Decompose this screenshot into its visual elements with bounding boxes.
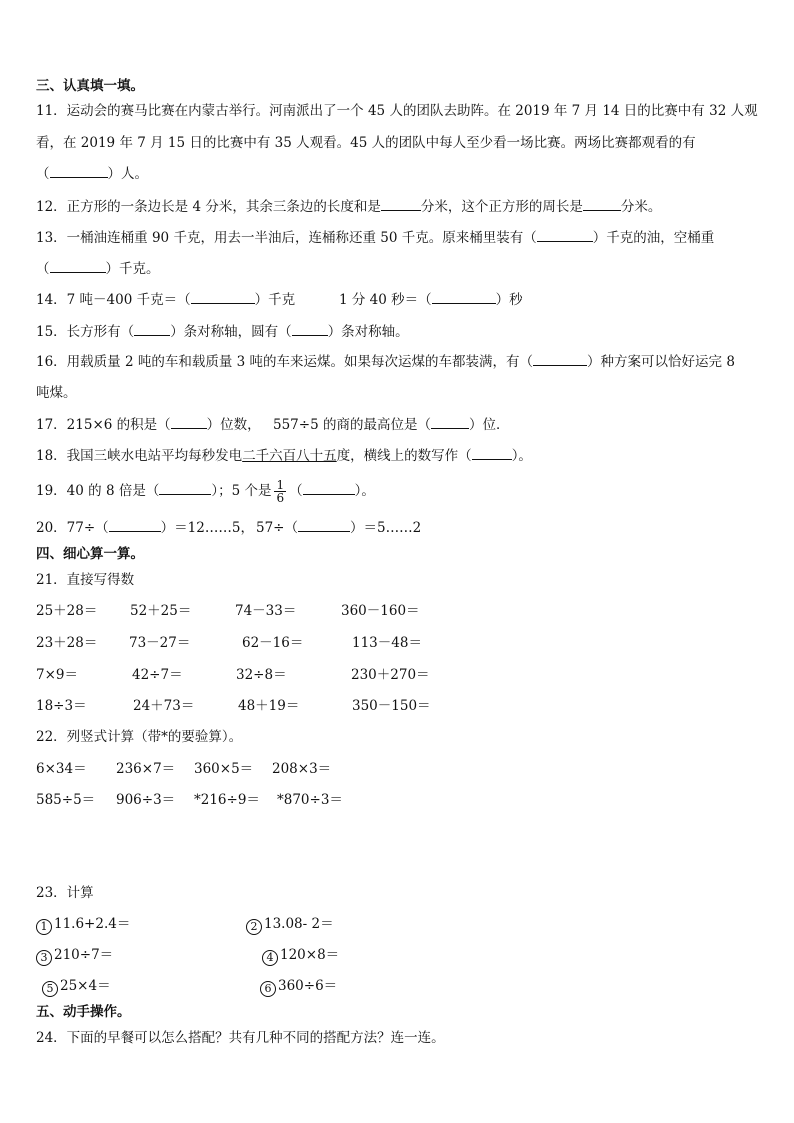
q20-text: ）＝12……5，	[160, 520, 254, 536]
q14-part1	[36, 291, 295, 309]
q12-answer-blank-2[interactable]	[583, 198, 621, 211]
q20-answer-blank-1[interactable]	[109, 519, 161, 532]
q13-text: 13．一桶油连桶重 90 千克，用去一半油后，连桶称还重 50 千克。原来桶里装有（	[36, 230, 537, 246]
q13-line2	[36, 260, 160, 278]
q20-part1	[36, 519, 254, 537]
q21-problem: 24＋73＝	[133, 698, 195, 714]
q18-underlined-number: 二千六百八十五	[242, 448, 337, 464]
q22-problem: 585÷5＝	[36, 792, 96, 808]
q21-problem: 360－160＝	[341, 603, 420, 619]
q20-text: 57÷（	[256, 520, 298, 536]
q23-expression: 13.08- 2＝	[264, 916, 334, 932]
q21-problem: 32÷8＝	[236, 667, 287, 683]
section-4-heading: 四、细心算一算。	[36, 546, 144, 562]
q21-problem: 18÷3＝	[36, 698, 87, 714]
q14-text: 14．7 吨－400 千克＝（	[36, 292, 191, 308]
circled-number: 6	[260, 981, 276, 997]
q11-answer-blank[interactable]	[50, 165, 108, 178]
q13-text: ）千克的油，空桶重	[592, 230, 715, 246]
fraction-denominator: 6	[276, 491, 285, 505]
q23-item-6	[260, 977, 337, 997]
q21-problem: 113－48＝	[352, 635, 422, 651]
q21-problem: 7×9＝	[36, 667, 78, 683]
circled-number: 1	[36, 919, 52, 935]
q15-line	[36, 323, 409, 341]
q12-answer-blank-1[interactable]	[381, 198, 421, 211]
q21-problem: 350－150＝	[352, 698, 431, 714]
q13-text: （	[36, 261, 50, 277]
q14-answer-blank-2[interactable]	[432, 291, 496, 304]
q15-text: ）条对称轴，圆有（	[170, 324, 292, 340]
q22-problem: 906÷3＝	[116, 792, 176, 808]
q17-text: ）位数，	[206, 417, 261, 433]
q12-line	[36, 198, 661, 216]
q21-problem: 48＋19＝	[238, 698, 300, 714]
q21-problem: 62－16＝	[242, 635, 304, 651]
section-3-heading: 三、认真填一填。	[36, 78, 144, 94]
q19-answer-blank-1[interactable]	[159, 482, 211, 495]
q18-answer-blank[interactable]	[472, 447, 512, 460]
circled-number: 4	[262, 950, 278, 966]
circled-number: 3	[36, 950, 52, 966]
q17-answer-blank-2[interactable]	[431, 416, 469, 429]
q16-line2: 吨煤。	[36, 385, 77, 401]
q23-title: 23．计算	[36, 885, 94, 901]
circled-number: 5	[42, 981, 58, 997]
q13-answer-blank-1[interactable]	[537, 229, 593, 242]
fraction-numerator: 1	[276, 478, 285, 492]
q14-part2	[339, 291, 523, 309]
q23-item-2	[246, 915, 334, 935]
q17-text: ）位．	[468, 417, 510, 433]
q20-part2	[256, 519, 421, 537]
circled-number: 2	[246, 919, 262, 935]
q23-expression: 11.6+2.4＝	[54, 916, 131, 932]
q17-part2	[273, 416, 509, 434]
q21-problem: 42÷7＝	[132, 667, 183, 683]
q23-expression: 120×8＝	[280, 947, 340, 963]
q13-text: ）千克。	[105, 261, 160, 277]
q23-item-3	[36, 946, 113, 966]
q19-text: 19．40 的 8 倍是（	[36, 483, 160, 499]
q14-text: 1 分 40 秒＝（	[339, 292, 432, 308]
q22-problem: 360×5＝	[194, 761, 254, 777]
q22-problem: 208×3＝	[272, 761, 332, 777]
q16-answer-blank[interactable]	[533, 353, 587, 366]
q11-text: （	[36, 166, 50, 182]
q23-item-5	[42, 977, 111, 997]
q16-line1	[36, 353, 735, 371]
q17-answer-blank-1[interactable]	[171, 416, 207, 429]
q21-problem: 74－33＝	[235, 603, 297, 619]
q11-line3	[36, 165, 148, 183]
q16-text: ）种方案可以恰好运完 8	[587, 354, 735, 370]
q22-title: 22．列竖式计算（带*的要验算）。	[36, 729, 243, 745]
q21-title: 21．直接写得数	[36, 572, 135, 588]
q15-answer-blank-1[interactable]	[134, 323, 170, 336]
q21-problem: 230＋270＝	[351, 667, 430, 683]
q13-line1	[36, 229, 714, 247]
fraction-one-sixth	[274, 479, 286, 504]
q11-line2: 看，在 2019 年 7 月 15 日的比赛中有 35 人观看。45 人的团队中每人至少看一场比赛。两场比赛都观看的有	[36, 135, 696, 151]
q15-text: ）条对称轴。	[327, 324, 409, 340]
q21-problem: 25＋28＝	[36, 603, 98, 619]
q12-text: 12．正方形的一条边长是 4 分米，其余三条边的长度和是	[36, 199, 381, 215]
q20-answer-blank-2[interactable]	[298, 519, 350, 532]
q12-text: 分米，这个正方形的周长是	[420, 199, 583, 215]
q22-problem: 236×7＝	[116, 761, 176, 777]
q17-part1	[36, 416, 261, 434]
q18-line	[36, 447, 532, 465]
q22-problem: 6×34＝	[36, 761, 87, 777]
q11-text: ）人。	[107, 166, 148, 182]
q21-problem: 52＋25＝	[130, 603, 192, 619]
q18-text: 度，横线上的数写作（	[336, 448, 472, 464]
q17-text: 17．215×6 的积是（	[36, 417, 171, 433]
q22-problem: *216÷9＝	[194, 792, 260, 808]
q21-problem: 23＋28＝	[36, 635, 98, 651]
q11-line1: 11．运动会的赛马比赛在内蒙古举行。河南派出了一个 45 人的团队去助阵。在 2019 年 7 月 14 日的比赛中有 32 人观	[36, 103, 758, 119]
q20-text: ）＝5……2	[350, 520, 422, 536]
q19-text: （	[289, 483, 303, 499]
q19-line	[36, 479, 375, 504]
q23-expression: 210÷7＝	[54, 947, 114, 963]
q18-text: ）。	[511, 448, 532, 464]
q15-answer-blank-2[interactable]	[292, 323, 328, 336]
q20-text: 20．77÷（	[36, 520, 109, 536]
q23-expression: 25×4＝	[60, 978, 111, 994]
section-5-heading: 五、动手操作。	[36, 1004, 131, 1020]
q24-line: 24．下面的早餐可以怎么搭配？共有几种不同的搭配方法？连一连。	[36, 1030, 445, 1046]
q21-problem: 73－27＝	[129, 635, 191, 651]
q13-answer-blank-2[interactable]	[50, 260, 106, 273]
q14-text: ）千克	[254, 292, 296, 308]
q18-text: 18．我国三峡水电站平均每秒发电	[36, 448, 243, 464]
q23-item-1	[36, 915, 130, 935]
q17-text: 557÷5 的商的最高位是（	[273, 417, 431, 433]
q19-text: ）。	[354, 483, 375, 499]
q16-text: 16．用载质量 2 吨的车和载质量 3 吨的车来运煤。如果每次运煤的车都装满，有（	[36, 354, 534, 370]
q19-answer-blank-2[interactable]	[303, 482, 355, 495]
q12-text: 分米。	[620, 199, 662, 215]
q23-item-4	[262, 946, 339, 966]
q14-answer-blank-1[interactable]	[191, 291, 255, 304]
q19-text: ）；5 个是	[211, 483, 272, 499]
q23-expression: 360÷6＝	[278, 978, 338, 994]
q22-problem: *870÷3＝	[277, 792, 343, 808]
q15-text: 15．长方形有（	[36, 324, 135, 340]
q14-text: ）秒	[495, 292, 523, 308]
